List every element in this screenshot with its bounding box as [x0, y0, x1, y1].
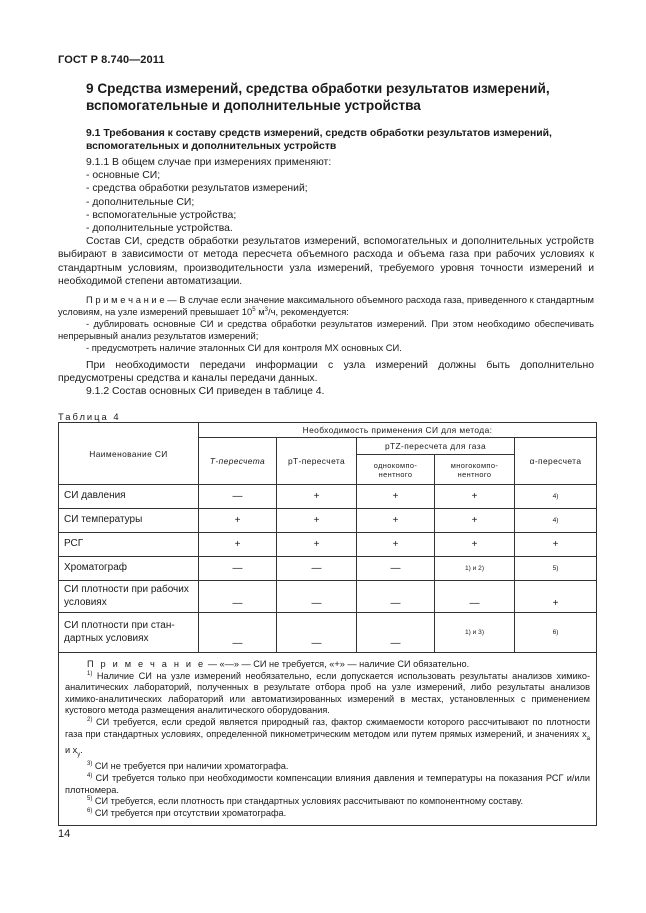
table-note-row — [59, 653, 597, 826]
cell: — — [199, 485, 277, 509]
cell: — — [357, 581, 435, 613]
cell: 5) — [515, 557, 597, 581]
cell: — — [277, 581, 357, 613]
table-row — [59, 485, 597, 509]
cell: 4) — [515, 485, 597, 509]
table-caption: Таблица 4 — [58, 411, 121, 422]
footnote-text: Наличие СИ на узле измерений необязательно, если допускается использовать результаты анализов химико-аналитических лабораторий, полученных в результате отбора проб на узле измерений, либо результаты анализов химико-аналитических лабораторий или автоматизированных измерений в местах, установленных с применением кустового метода размещения аналитического оборудования. — [65, 670, 591, 716]
note-item: - дублировать основные СИ и средства обработки результатов измерений. При этом необходимо обеспечивать непрерывный анализ результатов измерений; — [58, 318, 594, 341]
footnote-marker: 2) — [87, 716, 93, 723]
cell: — — [199, 613, 277, 653]
cell: + — [357, 533, 435, 557]
table-row — [59, 509, 597, 533]
standard-header: ГОСТ Р 8.740—2011 — [58, 54, 165, 66]
header-name: Наименование СИ — [59, 423, 199, 485]
cell: + — [435, 533, 515, 557]
row-name: СИ плотности при рабочих условиях — [59, 581, 199, 613]
paragraph-9-1-2: 9.1.2 Состав основных СИ приведен в таблице 4. — [86, 386, 325, 398]
footnote-text: СИ требуется, если плотность при стандартных условиях рассчитывают по компонентному составу. — [92, 796, 523, 807]
row-name: РСГ — [59, 533, 199, 557]
table-note — [59, 653, 597, 826]
cell: — — [199, 581, 277, 613]
header-t: Т-пересчета — [199, 438, 277, 485]
note-text: — «—» — СИ не требуется, «+» — наличие СИ обязательно. — [205, 659, 470, 669]
footnote-marker: 6) — [87, 807, 93, 814]
row-name: Хроматограф — [59, 557, 199, 581]
list-item: - основные СИ; — [86, 170, 161, 182]
note-label: П р и м е ч а н и е — [87, 659, 206, 669]
footnote-6 — [65, 808, 590, 820]
cell: 4) — [515, 509, 597, 533]
cell: + — [277, 485, 357, 509]
footnote-5 — [65, 796, 590, 808]
cell: 1) и 3) — [435, 613, 515, 653]
header-alpha: α-пересчета — [515, 438, 597, 485]
footnote-text: СИ не требуется при наличии хроматографа. — [92, 761, 289, 772]
row-name: СИ температуры — [59, 509, 199, 533]
table-row — [59, 613, 597, 653]
section-title: 9 Средства измерений, средства обработки результатов измерений, вспомогательные и дополнительные устройства — [86, 81, 550, 113]
note-text: м — [255, 306, 265, 317]
note-1 — [58, 294, 594, 354]
row-name: СИ плотности при стан-дартных условиях — [59, 613, 199, 653]
cell: + — [435, 485, 515, 509]
list-item: - вспомогательные устройства; — [86, 209, 237, 221]
footnote-text: СИ требуется при отсутствии хроматографа. — [92, 807, 287, 818]
footnote-4 — [65, 773, 590, 796]
paragraph-9-1-1: 9.1.1 В общем случае при измерениях применяют: — [86, 157, 332, 168]
cell: — — [435, 581, 515, 613]
note-label: П р и м е ч а н и е — [86, 294, 165, 305]
subsection-title: 9.1 Требования к составу средств измерений, средств обработки результатов измерений, вспомогательных и дополнительных устройств — [86, 128, 552, 152]
header-group: Необходимость применения СИ для метода: — [199, 423, 597, 438]
footnote-marker: 1) — [87, 670, 93, 677]
cell: + — [515, 581, 597, 613]
cell: — — [277, 557, 357, 581]
cell: — — [357, 613, 435, 653]
superscript: 3 — [264, 306, 268, 313]
footnote-1 — [65, 671, 590, 717]
note-text: /ч, рекомендуется: — [268, 306, 349, 317]
note-text: — В случае если значение максимального объемного расхода газа, приведенного к стандартным условиям, на узле измерений превышает 10 — [58, 294, 594, 317]
cell: + — [277, 533, 357, 557]
cell: — — [199, 557, 277, 581]
page-number: 14 — [58, 828, 71, 840]
cell: + — [515, 533, 597, 557]
cell: + — [277, 509, 357, 533]
footnote-2 — [65, 717, 590, 761]
table-row — [59, 557, 597, 581]
cell: + — [199, 509, 277, 533]
footnote-3 — [65, 761, 590, 773]
footnote-marker: 5) — [87, 796, 93, 803]
note-item: - предусмотреть наличие эталонных СИ для контроля МХ основных СИ. — [86, 342, 402, 353]
cell: + — [435, 509, 515, 533]
table-4 — [58, 422, 597, 826]
cell: + — [357, 485, 435, 509]
cell: — — [357, 557, 435, 581]
body-text-2 — [58, 359, 594, 399]
cell: 1) и 2) — [435, 557, 515, 581]
cell: — — [277, 613, 357, 653]
list-item: - дополнительные СИ; — [86, 196, 195, 208]
header-multi: многокомпо-нентного — [435, 455, 515, 485]
subscript: y — [77, 751, 81, 758]
table-row — [59, 533, 597, 557]
header-single: однокомпо-нентного — [357, 455, 435, 485]
footnote-text: . — [80, 744, 83, 755]
header-ptz: рТZ-пересчета для газа — [357, 438, 515, 455]
subscript: a — [586, 735, 591, 742]
row-name: СИ давления — [59, 485, 199, 509]
paragraph-composition: Состав СИ, средств обработки результатов измерений, вспомогательных и дополнительных устройств выбирают в зависимости от метода пересчета объемного расхода и объема газа при рабочих условиях к стандартным условиям, производительности узла измерений, требуемого уровня точности измерений и необходимой степени автоматизации. — [58, 236, 594, 287]
cell: 6) — [515, 613, 597, 653]
footnote-marker: 3) — [87, 761, 93, 768]
table-row — [59, 581, 597, 613]
body-text — [58, 156, 594, 288]
cell: + — [199, 533, 277, 557]
footnote-text: и x — [65, 744, 78, 755]
footnote-marker: 4) — [87, 772, 93, 779]
cell: + — [357, 509, 435, 533]
superscript: 5 — [252, 306, 256, 313]
paragraph-transfer: При необходимости передачи информации с узла измерений должны быть дополнительно предусмотрены средства и каналы передачи данных. — [58, 360, 594, 385]
footnote-text: СИ требуется, если средой является природный газ, фактор сжимаемости которого рассчитывают по плотности газа при стандартных условиях, определенной пикнометрическим методом или путем прямых измерений, и значениях x — [65, 716, 591, 739]
list-item: - дополнительные устройства. — [86, 223, 233, 235]
footnote-text: СИ требуется только при необходимости компенсации влияния давления и температуры на показания РСГ и/или плотномера. — [65, 773, 591, 795]
header-pt: рТ-пересчета — [277, 438, 357, 485]
list-item: - средства обработки результатов измерений; — [86, 183, 308, 195]
